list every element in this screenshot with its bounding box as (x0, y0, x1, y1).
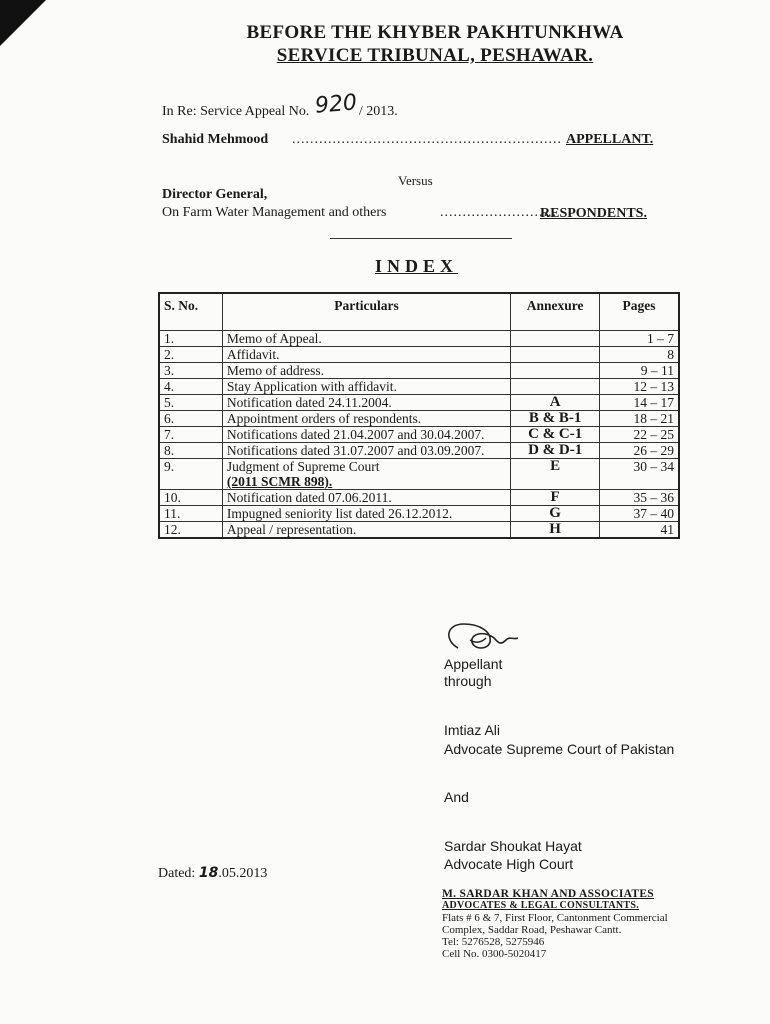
cell-sno: 1. (159, 331, 222, 347)
respondent-line2: On Farm Water Management and others (162, 205, 387, 220)
judgment-text: Judgment of Supreme Court (226, 459, 380, 474)
respondents-label: RESPONDENTS. (540, 206, 647, 221)
cell-particulars: Memo of Appeal. (222, 331, 510, 347)
cell-particulars: Memo of address. (222, 363, 510, 379)
respondent-dots: .......................... (440, 205, 557, 220)
cell-sno: 5. (159, 395, 222, 411)
cell-sno: 11. (159, 506, 222, 522)
cell-annexure: F (511, 490, 600, 506)
cell-pages: 9 – 11 (600, 363, 679, 379)
cell-pages: 22 – 25 (600, 427, 679, 443)
cell-annexure (511, 331, 600, 347)
cell-annexure: A (511, 395, 600, 411)
cell-sno: 3. (159, 363, 222, 379)
cell-annexure (511, 363, 600, 379)
cell-particulars: Stay Application with affidavit. (222, 379, 510, 395)
cell-annexure (511, 347, 600, 363)
index-title: INDEX (375, 256, 459, 276)
cell-annexure: D & D-1 (511, 443, 600, 459)
table-row (159, 331, 679, 347)
table-row (159, 395, 679, 411)
cell-pages: 8 (600, 347, 679, 363)
table-row (159, 522, 679, 539)
cell-sno: 4. (159, 379, 222, 395)
advocate2-name: Sardar Shoukat Hayat (444, 838, 582, 854)
cell-annexure: B & B-1 (511, 411, 600, 427)
cell-sno: 12. (159, 522, 222, 539)
firm-stamp (442, 888, 668, 960)
table-row (159, 427, 679, 443)
date-line (158, 865, 267, 882)
cell-particulars (222, 459, 510, 490)
dated-label: Dated: (158, 866, 196, 881)
cell-annexure: G (511, 506, 600, 522)
cell-pages: 41 (600, 522, 679, 539)
table-row (159, 490, 679, 506)
table-row (159, 379, 679, 395)
cell-particulars: Notification dated 24.11.2004. (222, 395, 510, 411)
table-row (159, 347, 679, 363)
cell-annexure: C & C-1 (511, 427, 600, 443)
cell-sno: 10. (159, 490, 222, 506)
cell-sno: 7. (159, 427, 222, 443)
table-row (159, 443, 679, 459)
index-table (158, 292, 680, 539)
firm-address1: Flats # 6 & 7, First Floor, Cantonment Commercial (442, 912, 668, 924)
table-row (159, 411, 679, 427)
respondent-line1: Director General, (162, 187, 268, 202)
appellant-name: Shahid Mehmood (162, 132, 269, 147)
firm-cell: Cell No. 0300-5020417 (442, 948, 547, 960)
appellant-label: APPELLANT. (566, 132, 654, 147)
advocate1-title: Advocate Supreme Court of Pakistan (444, 741, 675, 757)
cell-pages: 12 – 13 (600, 379, 679, 395)
through-caption: through (444, 673, 492, 689)
tribunal-title-line1: BEFORE THE KHYBER PAKHTUNKHWA (246, 22, 624, 43)
table-row (159, 363, 679, 379)
tribunal-title-line2: SERVICE TRIBUNAL, PESHAWAR. (276, 45, 594, 66)
scan-corner-mark (0, 0, 46, 46)
firm-name: M. SARDAR KHAN AND ASSOCIATES (442, 888, 655, 900)
cell-sno: 2. (159, 347, 222, 363)
appeal-number-handwritten: 920 (313, 90, 358, 119)
header-sno: S. No. (159, 293, 222, 331)
cell-particulars: Notifications dated 31.07.2007 and 03.09.2007. (222, 443, 510, 459)
header-particulars: Particulars (222, 293, 510, 331)
cell-annexure: E (511, 459, 600, 490)
advocate1-name: Imtiaz Ali (444, 722, 501, 738)
cell-pages: 18 – 21 (600, 411, 679, 427)
table-row (159, 506, 679, 522)
cell-pages: 26 – 29 (600, 443, 679, 459)
firm-address2: Complex, Saddar Road, Peshawar Cantt. (442, 924, 622, 936)
cell-pages: 1 – 7 (600, 331, 679, 347)
cell-particulars: Notifications dated 21.04.2007 and 30.04.2007. (222, 427, 510, 443)
and-caption: And (444, 789, 469, 805)
dated-day-handwritten: 18 (198, 865, 219, 881)
versus-label: Versus (398, 173, 433, 188)
firm-subtitle: ADVOCATES & LEGAL CONSULTANTS. (442, 900, 639, 911)
dated-rest: .05.2013 (218, 866, 268, 881)
cell-sno: 9. (159, 459, 222, 490)
cell-pages: 30 – 34 (600, 459, 679, 490)
cell-particulars: Appointment orders of respondents. (222, 411, 510, 427)
cell-particulars: Affidavit. (222, 347, 510, 363)
cell-particulars: Appeal / representation. (222, 522, 510, 539)
cell-pages: 35 – 36 (600, 490, 679, 506)
firm-tel: Tel: 5276528, 5275946 (442, 936, 545, 948)
cell-particulars: Impugned seniority list dated 26.12.2012. (222, 506, 510, 522)
appeal-prefix: In Re: Service Appeal No. (162, 104, 310, 119)
cell-sno: 8. (159, 443, 222, 459)
cell-pages: 37 – 40 (600, 506, 679, 522)
appeal-reference (162, 90, 398, 121)
divider (330, 238, 512, 239)
appeal-year: / 2013. (358, 104, 398, 119)
cell-annexure: H (511, 522, 600, 539)
cell-sno: 6. (159, 411, 222, 427)
table-row (159, 459, 679, 490)
appellant-dots: ............................................................ (292, 132, 562, 147)
header-annexure: Annexure (511, 293, 600, 331)
header-pages: Pages (600, 293, 679, 331)
advocate2-title: Advocate High Court (444, 856, 574, 872)
table-header-row (159, 293, 679, 331)
judgment-citation: (2011 SCMR 898). (226, 474, 333, 489)
cell-pages: 14 – 17 (600, 395, 679, 411)
cell-particulars: Notification dated 07.06.2011. (222, 490, 510, 506)
cell-annexure (511, 379, 600, 395)
appellant-caption: Appellant (444, 656, 503, 672)
